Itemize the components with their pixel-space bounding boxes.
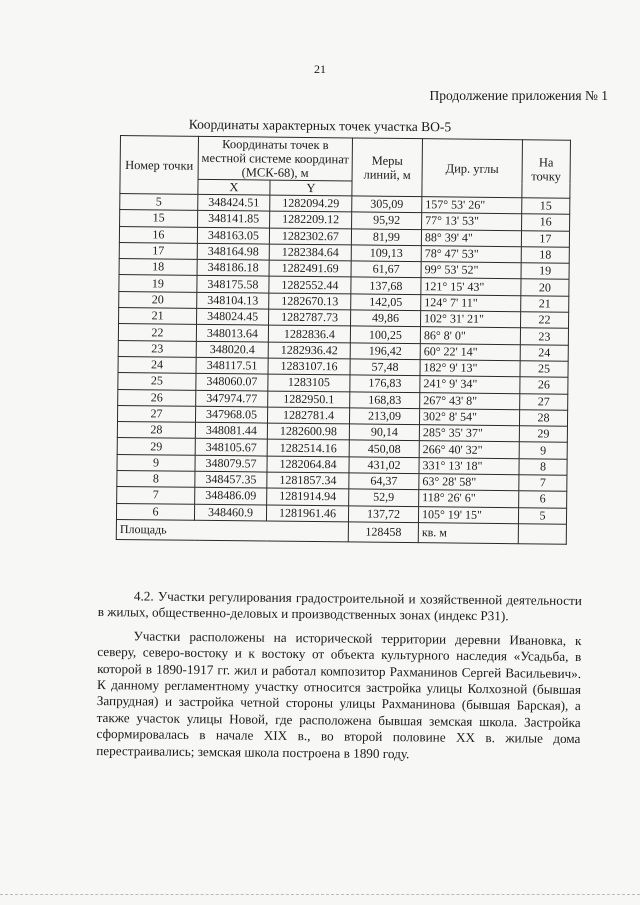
section-4-2	[96, 588, 582, 771]
x-coordinate-cell: 348486.09	[195, 488, 267, 505]
y-coordinate-cell: 1282064.84	[267, 456, 349, 473]
coordinates-rows	[116, 194, 569, 525]
directional-angle-cell: 331° 13' 18"	[419, 457, 519, 474]
directional-angle-cell: 266° 40' 32"	[419, 441, 519, 458]
directional-angle-cell: 302° 8' 54"	[419, 409, 519, 426]
to-point-cell: 15	[522, 198, 570, 215]
to-point-cell: 25	[520, 361, 568, 378]
directional-angle-cell: 124° 7' 11"	[421, 294, 521, 311]
point-number-cell: 22	[118, 324, 196, 341]
y-coordinate-cell: 1282600.98	[267, 423, 349, 440]
directional-angle-cell: 88° 39' 4"	[421, 229, 521, 246]
line-length-cell: 61,67	[351, 261, 421, 278]
y-coordinate-cell: 1282670.13	[269, 293, 351, 310]
header-line-lengths: Меры линий, м	[352, 138, 423, 197]
line-length-cell: 64,37	[349, 473, 419, 490]
x-coordinate-cell: 348024.45	[197, 308, 269, 325]
x-coordinate-cell: 347968.05	[195, 406, 267, 423]
line-length-cell: 81,99	[351, 229, 421, 246]
area-label: Площадь	[116, 519, 348, 541]
x-coordinate-cell: 348457.35	[195, 471, 267, 488]
appendix-note: Продолжение приложения № 1	[429, 88, 608, 103]
to-point-cell: 20	[521, 279, 569, 296]
directional-angle-cell: 121° 15' 43"	[421, 278, 521, 295]
y-coordinate-cell: 1282781.4	[267, 407, 349, 424]
point-number-cell: 23	[118, 340, 196, 357]
line-length-cell: 450,08	[349, 440, 419, 457]
to-point-cell: 29	[519, 426, 567, 443]
to-point-cell: 8	[519, 458, 567, 475]
directional-angle-cell: 60° 22' 14"	[420, 343, 520, 360]
y-coordinate-cell: 1282552.44	[269, 277, 351, 294]
point-number-cell: 25	[118, 373, 196, 390]
line-length-cell: 431,02	[349, 457, 419, 474]
y-coordinate-cell: 1282209.12	[270, 211, 352, 228]
point-number-cell: 21	[119, 308, 197, 325]
point-number-cell: 20	[119, 291, 197, 308]
directional-angle-cell: 241° 9' 34"	[420, 376, 520, 393]
to-point-cell: 6	[519, 491, 567, 508]
x-coordinate-cell: 348117.51	[196, 357, 268, 374]
to-point-cell: 18	[521, 247, 569, 264]
to-point-cell: 19	[521, 263, 569, 280]
section-description-paragraph: Участки расположены на исторической территории деревни Ивановка, к северу, северо-востоку и к востоку от объекта культурного наследия «Усадьба, в которой в 1890-1917 гг. жил и работал композитор Рахманинов Сергей Васильевич». К данному регламентному участку относится застройка улицы Колхозной (бывшая Запрудная) и застройка четной стороны улицы Рахманинова (бывшая Барская), а также участок улицы Новой, где расположена бывшая земская школа. Застройка сформировалась в начале XIX в., во второй половине XX в. жилые дома перестраивались; земская школа построена в 1890 году.	[96, 628, 582, 761]
directional-angle-cell: 118° 26' 6"	[419, 490, 519, 507]
point-number-cell: 16	[119, 226, 197, 243]
point-number-cell: 5	[120, 194, 198, 211]
section-heading-paragraph: 4.2. Участки регулирования градостроительной и хозяйственной деятельности в жилых, общественно-деловых и производственных зонах (индекс Р31).	[97, 588, 582, 624]
directional-angle-cell: 77° 13' 53"	[422, 213, 522, 230]
header-y: Y	[270, 180, 352, 196]
to-point-cell: 26	[520, 377, 568, 394]
area-value: 128458	[348, 522, 418, 543]
point-number-cell: 24	[118, 356, 196, 373]
point-number-cell: 7	[117, 487, 195, 504]
line-length-cell: 142,05	[351, 294, 421, 311]
x-coordinate-cell: 348081.44	[195, 422, 267, 439]
point-number-cell: 17	[119, 242, 197, 259]
directional-angle-cell: 78° 47' 53"	[421, 246, 521, 263]
y-coordinate-cell: 1282936.42	[268, 342, 350, 359]
point-number-cell: 15	[120, 210, 198, 227]
y-coordinate-cell: 1283107.16	[268, 358, 350, 375]
header-point-number: Номер точки	[120, 136, 199, 195]
x-coordinate-cell: 348186.18	[197, 260, 269, 277]
point-number-cell: 6	[116, 503, 194, 520]
y-coordinate-cell: 1281857.34	[267, 472, 349, 489]
y-coordinate-cell: 1282836.4	[268, 325, 350, 342]
x-coordinate-cell: 348163.05	[197, 227, 269, 244]
directional-angle-cell: 105° 19' 15"	[418, 506, 518, 523]
x-coordinate-cell: 348079.57	[195, 455, 267, 472]
to-point-cell: 17	[521, 230, 569, 247]
to-point-cell: 24	[520, 344, 568, 361]
y-coordinate-cell: 1282384.64	[269, 244, 351, 261]
line-length-cell: 137,68	[351, 277, 421, 294]
x-coordinate-cell: 348424.51	[198, 194, 270, 211]
y-coordinate-cell: 1282491.69	[269, 260, 351, 277]
x-coordinate-cell: 348164.98	[197, 243, 269, 260]
directional-angle-cell: 285° 35' 37"	[419, 425, 519, 442]
area-row	[116, 519, 566, 544]
line-length-cell: 100,25	[350, 326, 420, 343]
to-point-cell: 21	[521, 295, 569, 312]
y-coordinate-cell: 1282094.29	[270, 195, 352, 212]
directional-angle-cell: 86° 8' 0"	[420, 327, 520, 344]
to-point-cell: 5	[518, 507, 566, 524]
line-length-cell: 176,83	[350, 375, 420, 392]
x-coordinate-cell: 348105.67	[195, 439, 267, 456]
x-coordinate-cell: 348060.07	[196, 374, 268, 391]
directional-angle-cell: 157° 53' 26"	[422, 197, 522, 214]
x-coordinate-cell: 348013.64	[196, 325, 268, 342]
point-number-cell: 29	[117, 438, 195, 455]
directional-angle-cell: 99° 53' 52"	[421, 262, 521, 279]
line-length-cell: 196,42	[350, 343, 420, 360]
line-length-cell: 90,14	[349, 424, 419, 441]
coordinates-table	[116, 135, 571, 545]
y-coordinate-cell: 1282950.1	[268, 391, 350, 408]
point-number-cell: 19	[119, 275, 197, 292]
point-number-cell: 18	[119, 259, 197, 276]
header-to-point: На точку	[522, 140, 571, 198]
line-length-cell: 49,86	[351, 310, 421, 327]
to-point-cell: 9	[519, 442, 567, 459]
line-length-cell: 57,48	[350, 359, 420, 376]
point-number-cell: 27	[117, 405, 195, 422]
directional-angle-cell: 267° 43' 8"	[420, 392, 520, 409]
line-length-cell: 137,72	[348, 506, 418, 523]
x-coordinate-cell: 348020.4	[196, 341, 268, 358]
line-length-cell: 95,92	[352, 212, 422, 229]
y-coordinate-cell: 1281914.94	[267, 488, 349, 505]
y-coordinate-cell: 1283105	[268, 374, 350, 391]
x-coordinate-cell: 348175.58	[197, 276, 269, 293]
x-coordinate-cell: 348460.9	[194, 504, 266, 521]
y-coordinate-cell: 1282514.16	[267, 440, 349, 457]
header-directional-angles: Дир. углы	[422, 139, 523, 198]
directional-angle-cell: 102° 31' 21"	[421, 311, 521, 328]
line-length-cell: 305,09	[352, 196, 422, 213]
directional-angle-cell: 63° 28' 58"	[419, 474, 519, 491]
y-coordinate-cell: 1281961.46	[266, 505, 348, 522]
area-empty-cell	[518, 524, 566, 545]
to-point-cell: 16	[522, 214, 570, 231]
to-point-cell: 28	[519, 410, 567, 427]
line-length-cell: 109,13	[351, 245, 421, 262]
point-number-cell: 26	[118, 389, 196, 406]
to-point-cell: 22	[521, 312, 569, 329]
y-coordinate-cell: 1282302.67	[269, 228, 351, 245]
line-length-cell: 168,83	[350, 391, 420, 408]
x-coordinate-cell: 348141.85	[198, 211, 270, 228]
to-point-cell: 7	[519, 475, 567, 492]
x-coordinate-cell: 348104.13	[197, 292, 269, 309]
point-number-cell: 8	[117, 471, 195, 488]
area-unit: кв. м	[418, 523, 518, 544]
point-number-cell: 28	[117, 422, 195, 439]
to-point-cell: 23	[520, 328, 568, 345]
x-coordinate-cell: 347974.77	[196, 390, 268, 407]
line-length-cell: 213,09	[349, 408, 419, 425]
line-length-cell: 52,9	[349, 489, 419, 506]
page-number: 21	[314, 62, 326, 76]
y-coordinate-cell: 1282787.73	[269, 309, 351, 326]
directional-angle-cell: 182° 9' 13"	[420, 360, 520, 377]
header-x: X	[198, 179, 270, 195]
header-coordinates: Координаты точек в местной системе координат (МСК-68), м	[198, 136, 352, 181]
table-title: Координаты характерных точек участка ВО-5	[188, 116, 452, 135]
point-number-cell: 9	[117, 454, 195, 471]
to-point-cell: 27	[520, 393, 568, 410]
scan-edge-line	[0, 894, 640, 895]
